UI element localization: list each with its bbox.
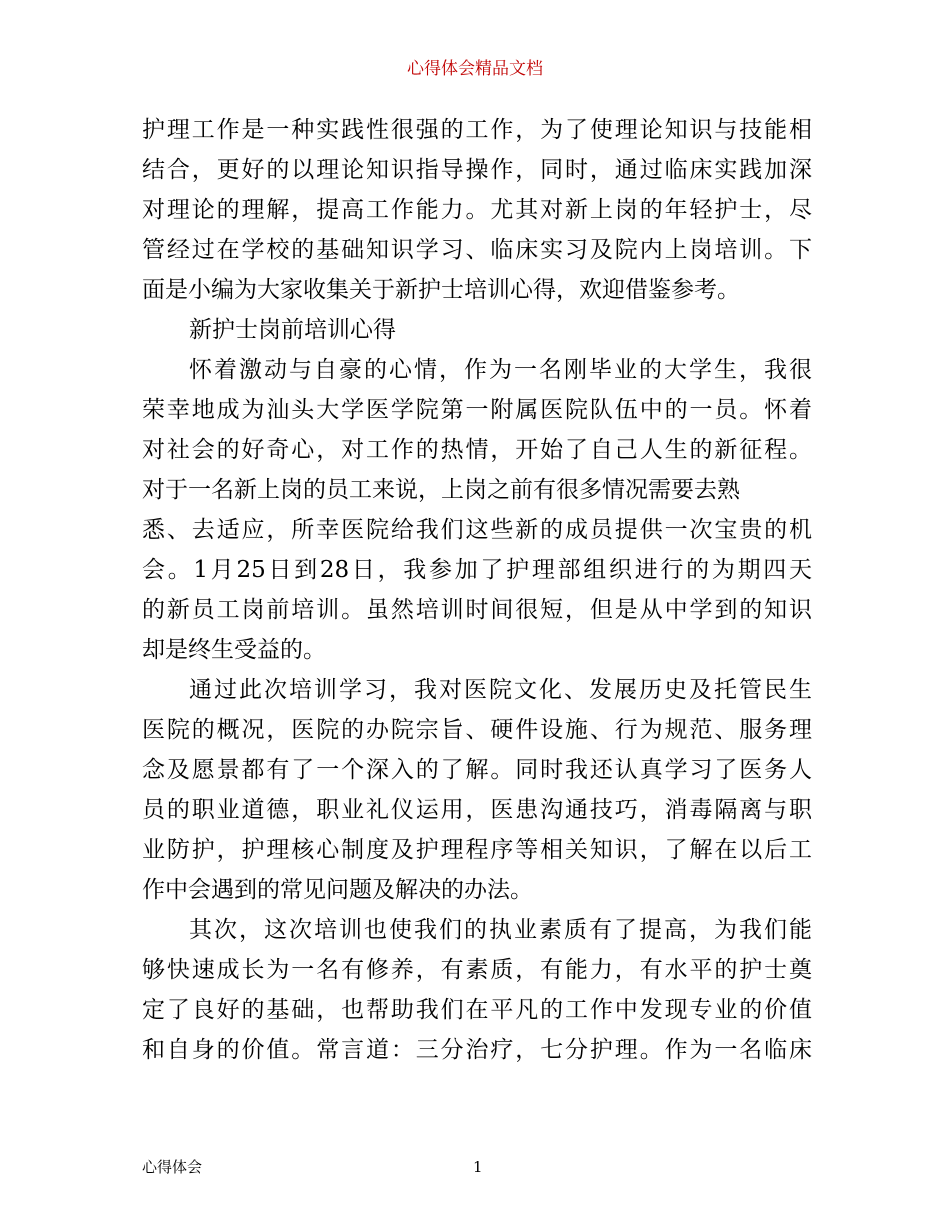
text-line: 医院的概况，医院的办院宗旨、硬件设施、行为规范、服务理 — [142, 717, 812, 743]
text-line: 结合，更好的以理论知识指导操作，同时，通过临床实践加深 — [142, 157, 812, 183]
text-line: 怀着激动与自豪的心情，作为一名刚毕业的大学生，我很 — [189, 357, 812, 383]
footer-label: 心得体会 — [142, 1158, 203, 1176]
text-line: 定了良好的基础，也帮助我们在平凡的工作中发现专业的价值 — [142, 997, 812, 1023]
text-line: 其次，这次培训也使我们的执业素质有了提高，为我们能 — [189, 917, 812, 943]
text-line: 的新员工岗前培训。虽然培训时间很短，但是从中学到的知识 — [142, 597, 812, 623]
text-line: 员的职业道德，职业礼仪运用，医患沟通技巧，消毒隔离与职 — [142, 797, 812, 823]
text-line: 管经过在学校的基础知识学习、临床实习及院内上岗培训。下 — [142, 237, 812, 263]
page-header: 心得体会精品文档 — [407, 59, 543, 79]
text-line: 通过此次培训学习，我对医院文化、发展历史及托管民生 — [189, 677, 812, 703]
page-number: 1 — [473, 1158, 483, 1176]
text-line: 念及愿景都有了一个深入的了解。同时我还认真学习了医务人 — [142, 757, 812, 783]
text-line: 和自身的价值。常言道：三分治疗，七分护理。作为一名临床 — [142, 1037, 812, 1063]
document-body — [142, 110, 812, 1070]
text-line: 荣幸地成为汕头大学医学院第一附属医院队伍中的一员。怀着 — [142, 397, 812, 423]
text-line: 够快速成长为一名有修养，有素质，有能力，有水平的护士奠 — [142, 957, 812, 983]
text-line: 对理论的理解，提高工作能力。尤其对新上岗的年轻护士，尽 — [142, 197, 812, 223]
text-line: 护理工作是一种实践性很强的工作，为了使理论知识与技能相 — [142, 117, 812, 143]
section-heading: 新护士岗前培训心得 — [189, 317, 396, 343]
text-line: 会。1月25日到28日，我参加了护理部组织进行的为期四天 — [142, 557, 812, 583]
text-line: 对社会的好奇心，对工作的热情，开始了自己人生的新征程。 — [142, 437, 812, 463]
text-line: 对于一名新上岗的员工来说，上岗之前有很多情况需要去熟 — [142, 477, 740, 503]
text-line: 却是终生受益的。 — [142, 637, 326, 663]
text-line: 面是小编为大家收集关于新护士培训心得，欢迎借鉴参考。 — [142, 277, 740, 303]
text-line: 悉、去适应，所幸医院给我们这些新的成员提供一次宝贵的机 — [142, 517, 812, 543]
text-line: 业防护，护理核心制度及护理程序等相关知识，了解在以后工 — [142, 837, 812, 863]
page-footer — [142, 1156, 812, 1178]
text-line: 作中会遇到的常见问题及解决的办法。 — [142, 877, 533, 903]
